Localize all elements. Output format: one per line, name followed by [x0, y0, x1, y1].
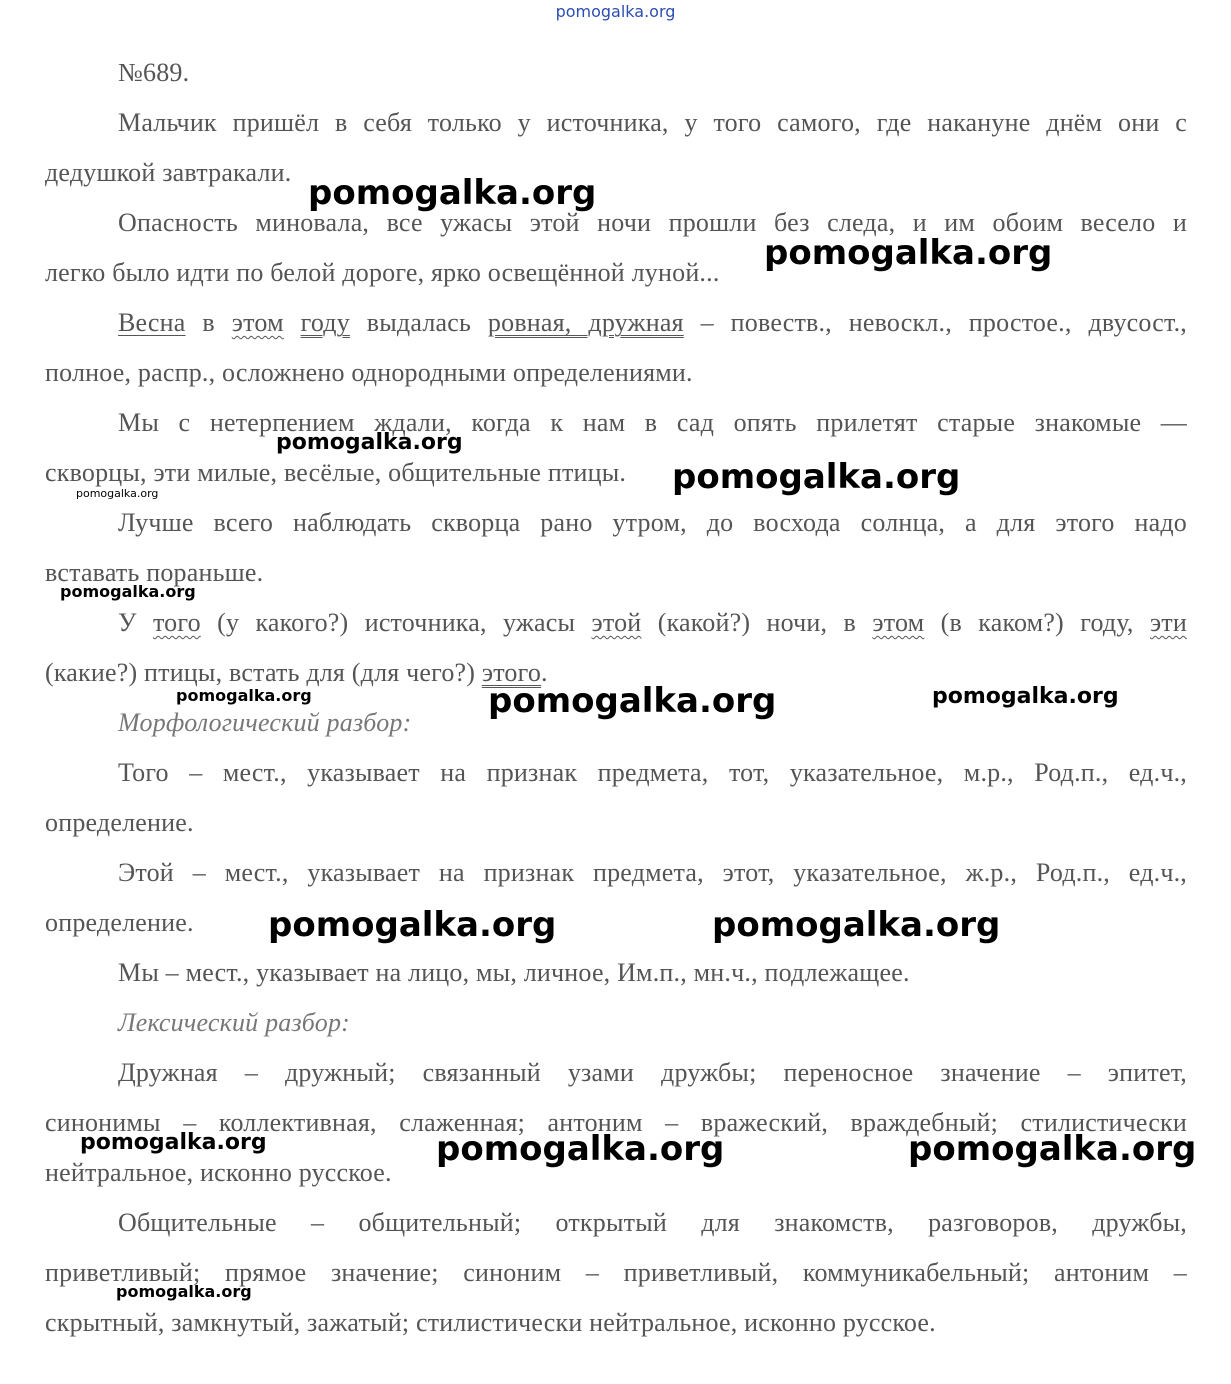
text-line: Дружная – дружный; связанный узами дружбы; переносное значение – эпитет, — [118, 1058, 1187, 1087]
watermark: pomogalka.org — [268, 905, 557, 945]
text-line: Того – мест., указывает на признак предмета, тот, указательное, м.р., Род.п., ед.ч., — [118, 758, 1187, 787]
text-fragment: (у какого?) источника, ужасы — [200, 608, 592, 637]
pronoun-word: этом — [872, 608, 925, 637]
text-line: скрытный, замкнутый, зажатый; стилистически нейтральное, исконно русское. — [45, 1308, 936, 1337]
watermark: pomogalka.org — [764, 233, 1053, 273]
text-line: полное, распр., осложнено однородными определениями. — [45, 358, 693, 387]
watermark: pomogalka.org — [60, 582, 196, 601]
pronoun-word: этой — [591, 608, 642, 637]
text-line: вставать пораньше. — [45, 558, 264, 587]
text-line: Мы с нетерпением ждали, когда к нам в сад опять прилетят старые знакомые — — [118, 408, 1187, 437]
watermark: pomogalka.org — [116, 1282, 252, 1301]
circumstance-word: году — [300, 308, 350, 337]
pronoun-word: этого — [481, 658, 542, 687]
text-fragment: У — [118, 608, 153, 637]
watermark: pomogalka.org — [932, 684, 1119, 709]
watermark: pomogalka.org — [436, 1129, 725, 1169]
watermark: pomogalka.org — [276, 430, 463, 455]
parsed-sentence-line — [118, 308, 1187, 338]
text-fragment: . — [541, 658, 548, 687]
watermark: pomogalka.org — [308, 173, 597, 213]
watermark: pomogalka.org — [712, 905, 1001, 945]
subject-word: Весна — [118, 308, 186, 337]
exercise-number: №689. — [118, 58, 190, 87]
text-line: приветливый; прямое значение; синоним – приветливый, коммуникабельный; антоним – — [45, 1258, 1187, 1287]
pronoun-word: эти — [1149, 608, 1187, 637]
watermark: pomogalka.org — [908, 1129, 1197, 1169]
text-fragment — [284, 308, 301, 337]
questions-line — [118, 608, 1187, 638]
text-line: Мы – мест., указывает на лицо, мы, личное, Им.п., мн.ч., подлежащее. — [118, 958, 910, 987]
watermark: pomogalka.org — [672, 457, 961, 497]
text-line: дедушкой завтракали. — [45, 158, 292, 187]
text-line: Опасность миновала, все ужасы этой ночи прошли без следа, и им обоим весело и — [118, 208, 1187, 237]
text-fragment: – повеств., невоскл., простое., двусост., — [683, 308, 1188, 337]
section-heading-morphology: Морфологический разбор: — [118, 708, 412, 737]
predicate-words: ровная, дружная — [487, 308, 684, 337]
text-line: Этой – мест., указывает на признак предмета, этот, указательное, ж.р., Род.п., ед.ч., — [118, 858, 1187, 887]
top-watermark[interactable]: pomogalka.org — [555, 2, 676, 21]
text-fragment: выдалась — [349, 308, 488, 337]
section-heading-lexical: Лексический разбор: — [118, 1008, 350, 1037]
text-line: синонимы – коллективная, слаженная; антоним – вражеский, враждебный; стилистически — [45, 1108, 1187, 1137]
watermark: pomogalka.org — [76, 487, 159, 500]
text-fragment: (в каком?) году, — [924, 608, 1150, 637]
pronoun-word: того — [152, 608, 201, 637]
watermark: pomogalka.org — [176, 686, 312, 705]
watermark: pomogalka.org — [488, 681, 777, 721]
text-line: Мальчик пришёл в себя только у источника, у того самого, где накануне днём они с — [118, 108, 1187, 137]
text-line: определение. — [45, 808, 194, 837]
definition-word: этом — [231, 308, 284, 337]
text-line: скворцы, эти милые, весёлые, общительные птицы. — [45, 458, 627, 487]
watermark: pomogalka.org — [80, 1130, 267, 1155]
text-line: определение. — [45, 908, 194, 937]
text-line: Общительные – общительный; открытый для знакомств, разговоров, дружбы, — [118, 1208, 1187, 1237]
text-line: нейтральное, исконно русское. — [45, 1158, 392, 1187]
text-line: Лучше всего наблюдать скворца рано утром, до восхода солнца, а для этого надо — [118, 508, 1187, 537]
text-fragment: (какой?) ночи, в — [641, 608, 873, 637]
text-fragment: в — [185, 308, 232, 337]
text-fragment: (какие?) птицы, встать для (для чего?) — [45, 658, 482, 687]
text-line: легко было идти по белой дороге, ярко освещённой луной... — [45, 258, 720, 287]
